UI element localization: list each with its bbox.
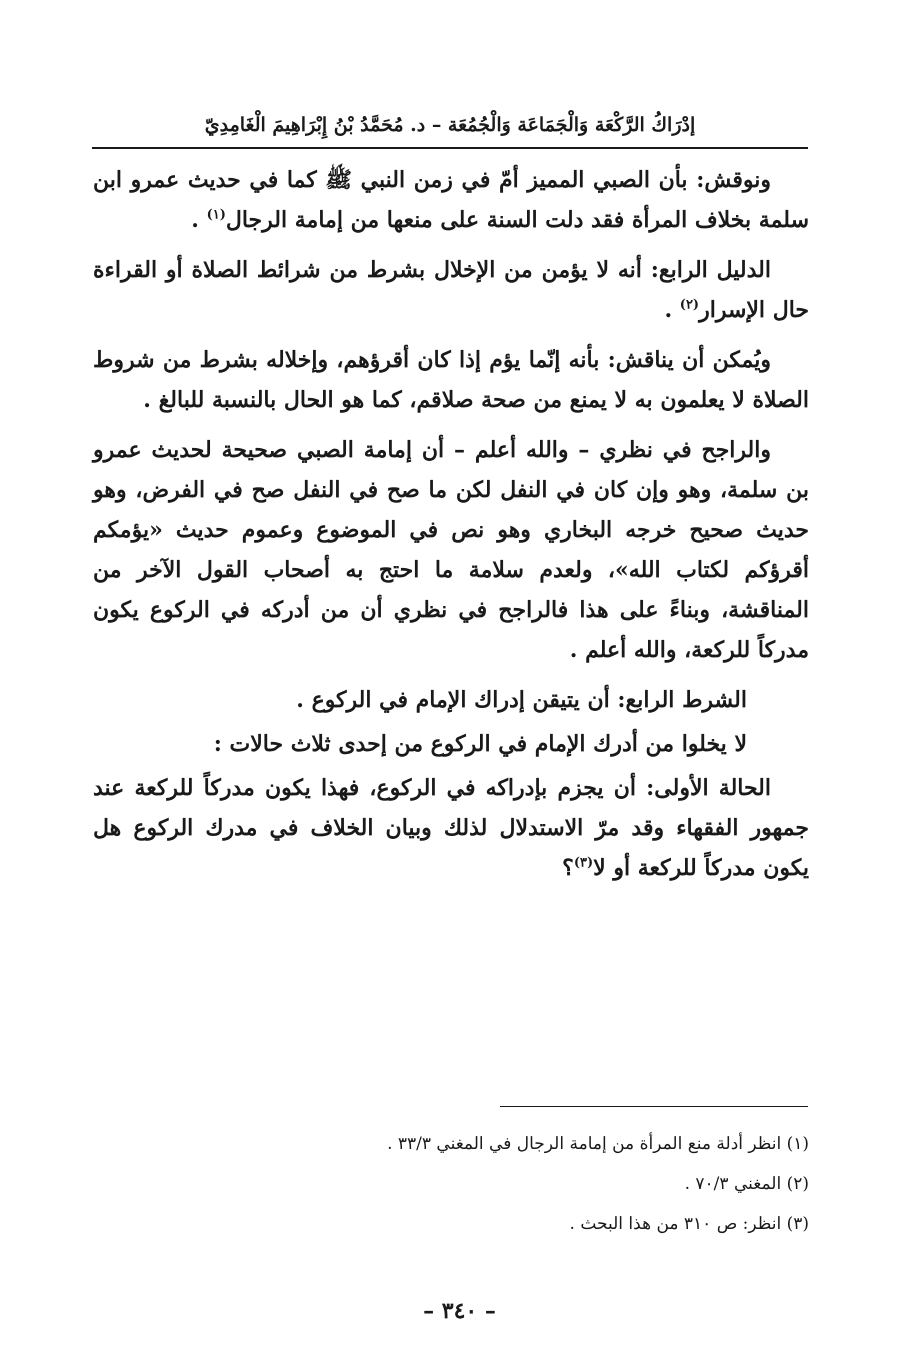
paragraph-text: الدليل الرابع: أنه لا يؤمن من الإخلال بشرط من شرائط الصلاة أو القراءة حال الإسرار xyxy=(93,257,809,323)
main-text xyxy=(93,160,809,898)
header-divider xyxy=(92,147,808,149)
footnote-1: (١) انظر أدلة منع المرأة من إمامة الرجال في المغني ٣٣/٣ . xyxy=(387,1134,809,1154)
footnote-ref-2[interactable]: (٢) xyxy=(679,297,700,313)
footnote-ref-3[interactable]: (٣) xyxy=(573,855,594,871)
paragraph-first-case xyxy=(93,768,809,888)
footnote-ref-1[interactable]: (١) xyxy=(206,207,226,223)
running-header: إدْرَاكُ الرَّكْعَة وَالْجَمَاعَة وَالْجُمُعَة – د. مُحَمَّدُ بْنُ إِبْرَاهِيمَ الْغَامِدِيّ xyxy=(204,114,696,136)
paragraph-end: . xyxy=(664,297,680,323)
paragraph-end: ؟ xyxy=(562,855,574,881)
paragraph-text: ونوقش: بأن الصبي المميز أمّ في زمن النبي ﷺ كما في حديث عمرو ابن سلمة بخلاف المرأة فقد دلت السنة على منعها من إمامة الرجال xyxy=(93,167,809,233)
footnote-divider xyxy=(500,1106,808,1107)
paragraph-fourth-evidence xyxy=(93,250,809,330)
paragraph-objection xyxy=(93,160,809,240)
paragraph-text: الحالة الأولى: أن يجزم بإدراكه في الركوع، فهذا يكون مدركاً للركعة عند جمهور الفقهاء وقد مرّ الاستدلال لذلك وبيان الخلاف في مدرك الركوع هل يكون مدركاً للركعة أو لا xyxy=(93,775,809,881)
paragraph-three-cases: لا يخلوا من أدرك الإمام في الركوع من إحدى ثلاث حالات : xyxy=(213,731,747,757)
paragraph-preferred-view: والراجح في نظري – والله أعلم – أن إمامة الصبي صحيحة لحديث عمرو بن سلمة، وهو وإن كان في النفل لكن ما صح في النفل صح في الفرض، وهو حديث صحيح خرجه البخاري وهو نص في الموضوع وعموم حديث «يؤمكم أقرؤكم لكتاب الله»، ولعدم سلامة ما احتج به أصحاب القول الآخر من المناقشة، وبناءً على هذا فالراجح في نظري أن من أدركه في الركوع يكون مدركاً للركعة، والله أعلم . xyxy=(93,437,809,663)
footnotes xyxy=(93,1124,809,1244)
paragraph-rebuttal: ويُمكن أن يناقش: بأنه إنّما يؤم إذا كان أقرؤهم، وإخلاله بشرط من شروط الصلاة لا يعلمون به لا يمنع من صحة صلاقم، كما هو الحال بالنسبة للبالغ . xyxy=(93,347,809,413)
paragraph-fourth-condition: الشرط الرابع: أن يتيقن إدراك الإمام في الركوع . xyxy=(296,687,747,713)
paragraph-end: . xyxy=(191,207,207,233)
footnote-2: (٢) المغني ٧٠/٣ . xyxy=(684,1174,809,1194)
footnote-3: (٣) انظر: ص ٣١٠ من هذا البحث . xyxy=(569,1214,809,1234)
page-number: – ٣٤٠ – xyxy=(423,1298,496,1324)
